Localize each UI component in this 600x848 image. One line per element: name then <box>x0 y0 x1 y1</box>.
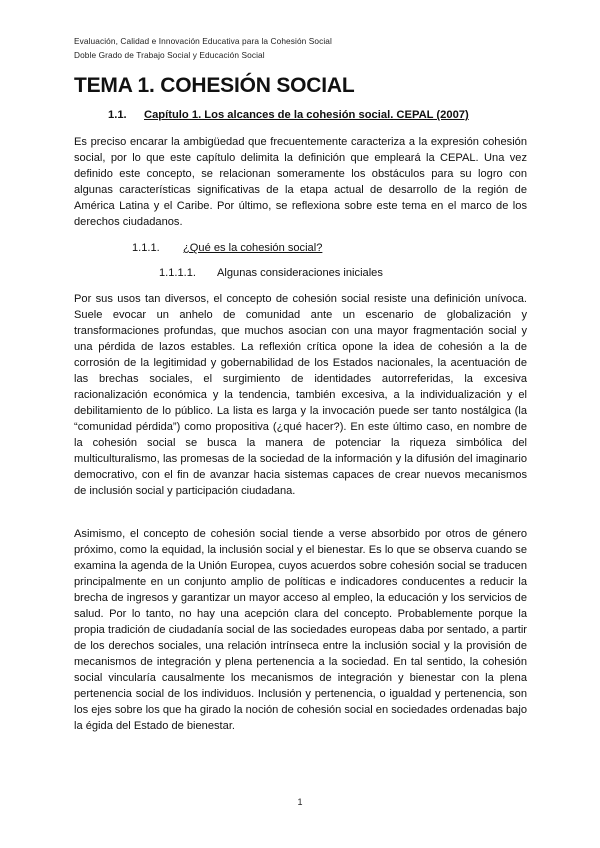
subsection-number: 1.1.1. <box>132 242 160 254</box>
section-number: 1.1. <box>108 109 127 121</box>
subsubsection-number: 1.1.1.1. <box>159 267 197 279</box>
running-header-course: Evaluación, Calidad e Innovación Educativa para la Cohesión Social <box>74 36 332 46</box>
page-number: 1 <box>297 797 303 807</box>
body-paragraph-2: Por sus usos tan diversos, el concepto de cohesión social resiste una definición unívoca. Suele evocar un anhelo de comunidad ante un escenario de globalización y transformaciones profundas, que muchos asocian con una mayor fragmentación social y una pérdida de lazos estables. La reflexión crítica opone la idea de cohesión a la de corrosión de la legitimidad y gobernabilidad de los Estados nacionales, la acentuación de las brechas sociales, el surgimiento de identidades autorreferidas, la excesiva racionalización económica y la tendencia, también excesiva, a la individualización y el debilitamiento de lo público. La lista es larga y la invocación puede ser tanto nostálgica (la “comunidad pérdida”) como propositiva (¿qué hacer?). En este último caso, en nombre de la cohesión social se busca la manera de potenciar la riqueza simbólica del multiculturalismo, las promesas de la sociedad de la información y la difusión del imaginario democrativo, con el fin de avanzar hacia sistemas capaces de crear nuevos mecanismos de inclusión social y participación ciudadana. <box>74 293 527 497</box>
body-paragraph-3: Asimismo, el concepto de cohesión social tiende a verse absorbido por otros de género próximo, como la equidad, la inclusión social y el bienestar. Es lo que se observa cuando se examina la agenda de la Unión Europea, cuyos acuerdos sobre cohesión social se traducen principalmente en un conjunto amplio de políticas e indicadores conducentes a reducir la brecha de ingresos y garantizar un mayor acceso al empleo, la educación y los servicios de salud. Por lo tanto, no hay una acepción clara del concepto. Probablemente porque la propia tradición de ciudadanía social de las sociedades europeas daba por sentado, a partir de los derechos sociales, una relación intrínseca entre la inclusión social y la provisión de mecanismos de integración y plena pertenencia a la sociedad. En tal sentido, la cohesión social vincularía causalmente los mecanismos de integración y bienestar con la plena pertenencia social de los individuos. Inclusión y pertenencia, o igualdad y pertenencia, son los ejes sobre los que ha girado la noción de cohesión social en sociedades ordenadas bajo la égida del Estado de bienestar. <box>74 528 527 732</box>
intro-paragraph: Es preciso encarar la ambigüedad que frecuentemente caracteriza a la expresión cohesión social, por lo que este capítulo delimita la definición que empleará la CEPAL. Una vez definido este concepto, se relacionan someramente los obstáculos para su logro con algunas características significativas de la etapa actual de desarrollo de la región de América Latina y el Caribe. Por último, se reflexiona sobre este tema en el marco de los derechos ciudadanos. <box>74 136 527 228</box>
section-heading <box>108 109 469 121</box>
page-title: TEMA 1. COHESIÓN SOCIAL <box>74 74 355 97</box>
subsection-heading <box>132 242 322 254</box>
subsubsection-title: Algunas consideraciones iniciales <box>217 267 383 279</box>
running-header-degree: Doble Grado de Trabajo Social y Educación Social <box>74 50 265 60</box>
subsubsection-heading <box>159 267 383 279</box>
section-title: Capítulo 1. Los alcances de la cohesión social. CEPAL (2007) <box>144 109 469 121</box>
subsection-title: ¿Qué es la cohesión social? <box>183 242 323 254</box>
